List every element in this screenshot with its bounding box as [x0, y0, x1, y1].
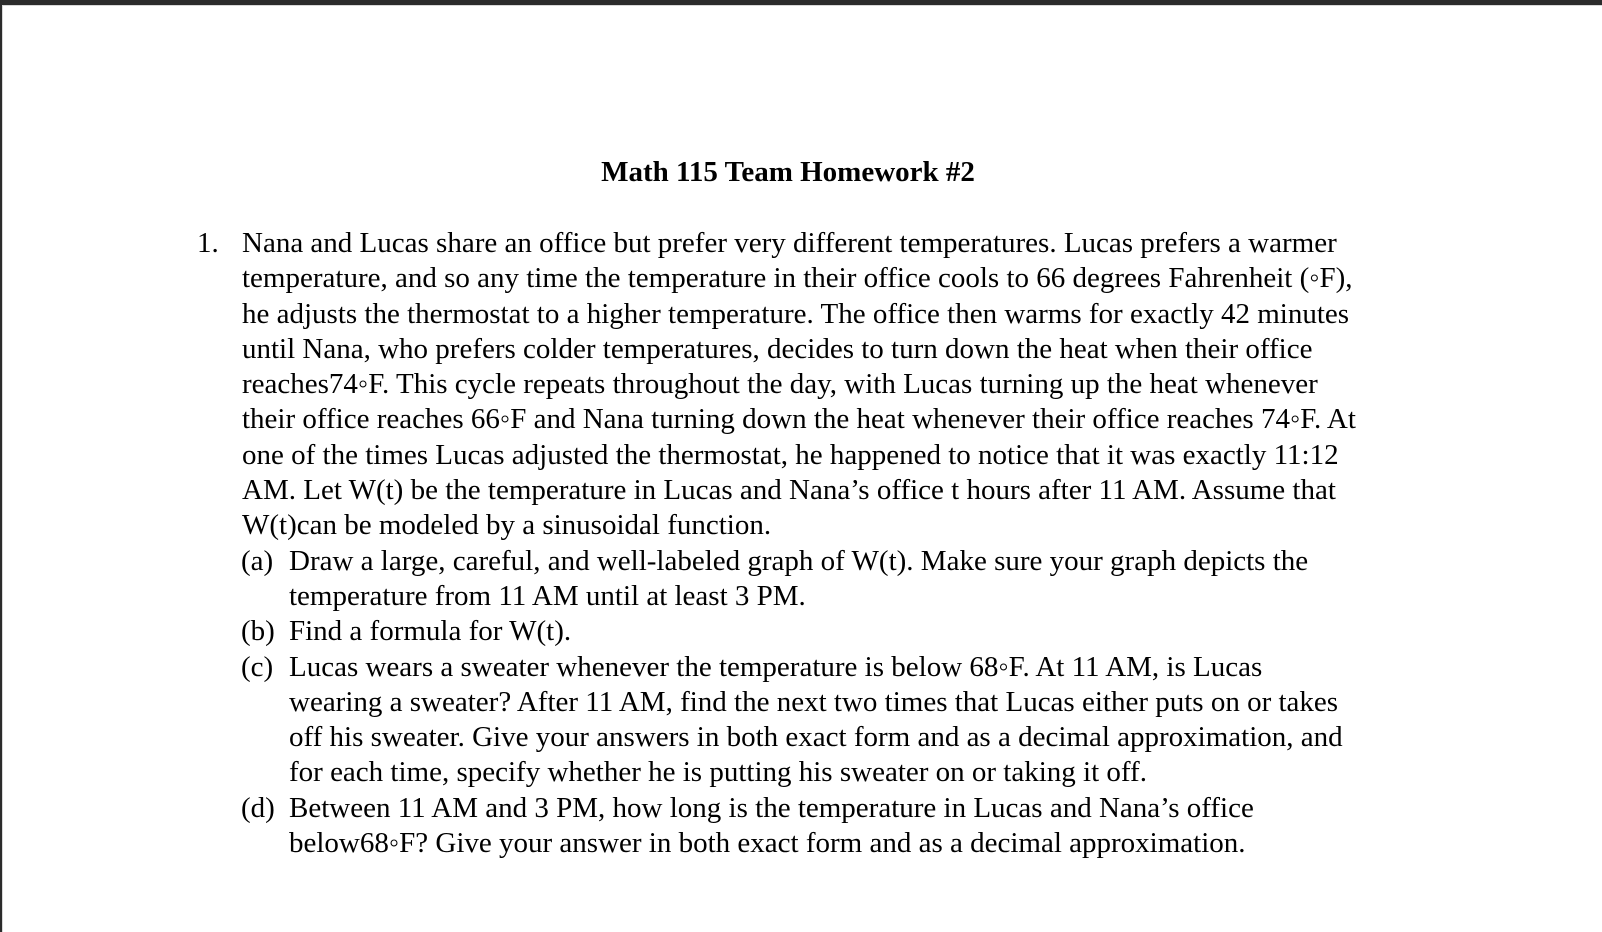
- part-line: Draw a large, careful, and well-labeled graph of W(t). Make sure your graph depicts the: [289, 544, 1309, 577]
- part-line: wearing a sweater? After 11 AM, find the next two times that Lucas either puts on or takes: [289, 685, 1339, 718]
- part-label: (b): [241, 615, 275, 648]
- part-line: temperature from 11 AM until at least 3 PM.: [289, 579, 806, 612]
- part-line: for each time, specify whether he is putting his sweater on or taking it off.: [289, 756, 1147, 789]
- part-b: [241, 614, 1429, 649]
- part-label: (a): [241, 544, 274, 577]
- part-c: [241, 650, 1429, 791]
- stem-line: W(t)can be modeled by a sinusoidal function.: [242, 509, 772, 542]
- stem-line: he adjusts the thermostat to a higher temperature. The office then warms for exactly 42 minutes: [242, 297, 1350, 330]
- stem-line: reaches74◦F. This cycle repeats throughout the day, with Lucas turning up the heat whenever: [242, 368, 1318, 401]
- part-line: off his sweater. Give your answers in both exact form and as a decimal approximation, and: [289, 721, 1343, 754]
- part-d: [241, 791, 1429, 862]
- part-a: [241, 544, 1429, 615]
- stem-line: Nana and Lucas share an office but prefer very different temperatures. Lucas prefers a warmer: [242, 227, 1337, 259]
- problem-number: 1.: [197, 227, 219, 259]
- document-title: Math 115 Team Homework #2: [601, 156, 975, 188]
- part-label: (d): [241, 791, 275, 824]
- part-line: Lucas wears a sweater whenever the temperature is below 68◦F. At 11 AM, is Lucas: [289, 650, 1263, 683]
- stem-line: one of the times Lucas adjusted the thermostat, he happened to notice that it was exactly 11:12: [242, 438, 1339, 471]
- part-label: (c): [241, 650, 274, 683]
- part-line: below68◦F? Give your answer in both exact form and as a decimal approximation.: [289, 827, 1246, 860]
- problem-parts: [3, 544, 1602, 862]
- stem-line: temperature, and so any time the temperature in their office cools to 66 degrees Fahrenheit (◦F),: [242, 262, 1353, 295]
- document-page: [3, 6, 1602, 932]
- stem-line: until Nana, who prefers colder temperatures, decides to turn down the heat when their office: [242, 332, 1313, 365]
- stem-line: AM. Let W(t) be the temperature in Lucas and Nana’s office t hours after 11 AM. Assume that: [242, 474, 1336, 507]
- problem-1: [3, 226, 1602, 861]
- part-line: Find a formula for W(t).: [289, 615, 572, 648]
- part-line: Between 11 AM and 3 PM, how long is the temperature in Lucas and Nana’s office: [289, 791, 1254, 824]
- stem-line: their office reaches 66◦F and Nana turning down the heat whenever their office reaches 74◦F. At: [242, 403, 1356, 436]
- problem-stem: [242, 226, 1432, 544]
